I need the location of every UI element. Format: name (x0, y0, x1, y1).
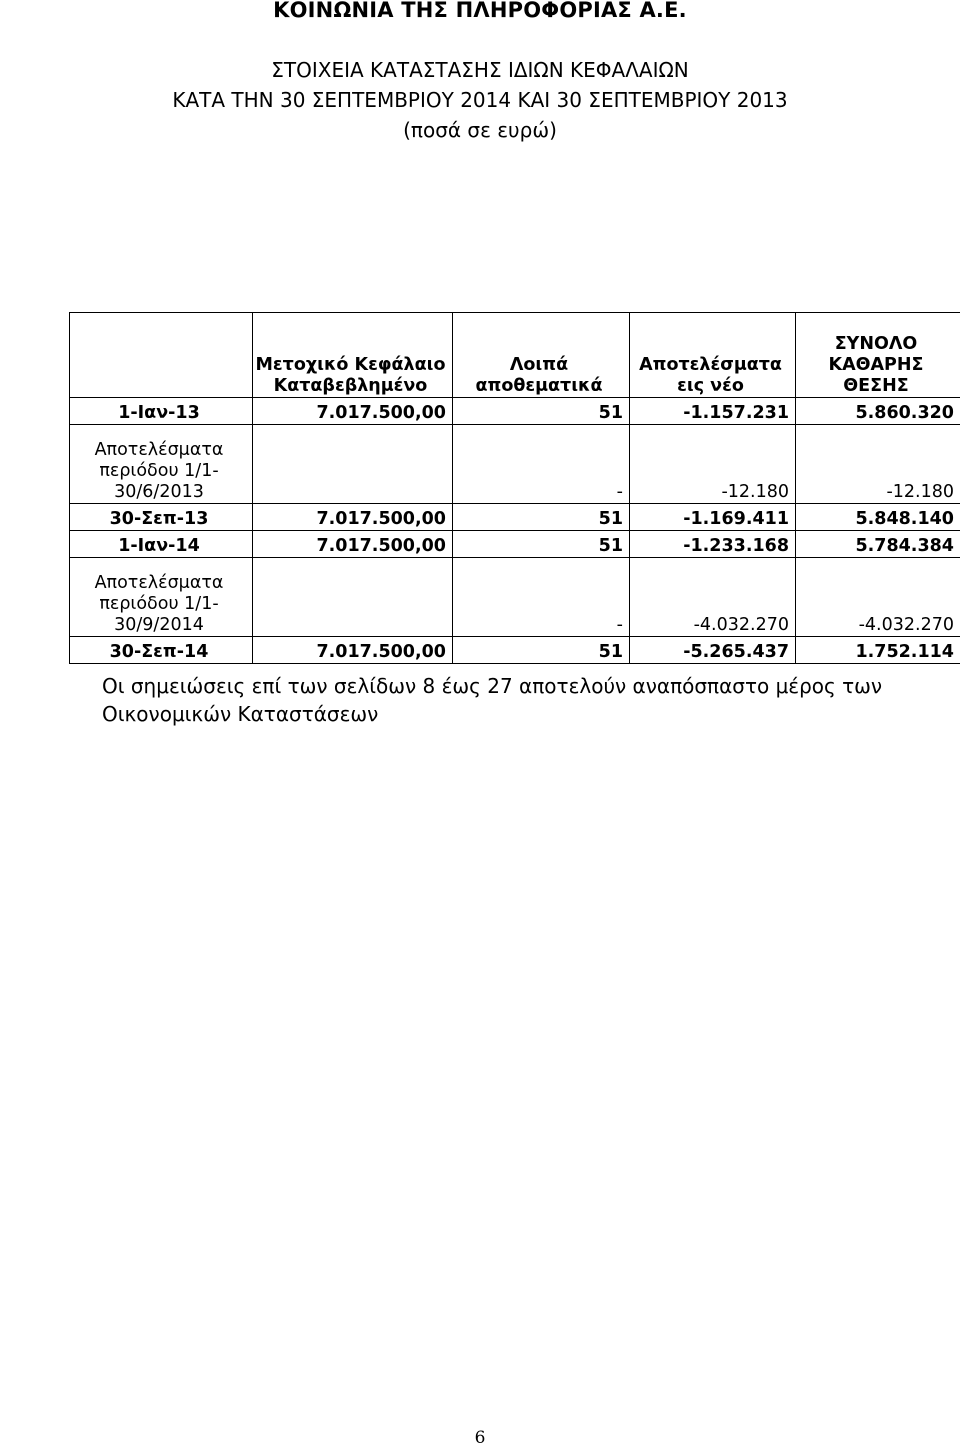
footnote: Οι σημειώσεις επί των σελίδων 8 έως 27 αποτελούν αναπόσπαστο μέρος των Οικονομικών Καταστάσεων (102, 674, 883, 726)
cell-total-equity: 5.860.320 (796, 398, 960, 425)
statement-title: ΣΤΟΙΧΕΙΑ ΚΑΤΑΣΤΑΣΗΣ ΙΔΙΩΝ ΚΕΦΑΛΑΙΩΝ (271, 58, 689, 82)
currency-note: (ποσά σε ευρώ) (403, 118, 557, 142)
cell-retained-earnings: -1.157.231 (630, 398, 796, 425)
cell-share-capital (253, 425, 453, 504)
cell-retained-earnings: -1.233.168 (630, 531, 796, 558)
table-row (70, 425, 960, 504)
cell-share-capital: 7.017.500,00 (253, 504, 453, 531)
cell-other-reserves: 51 (453, 531, 630, 558)
cell-retained-earnings: -12.180 (630, 425, 796, 504)
row-label: 30-Σεπ-14 (70, 637, 253, 664)
cell-total-equity: -4.032.270 (796, 558, 960, 637)
row-label: 1-Ιαν-14 (70, 531, 253, 558)
header-label-col (70, 313, 253, 398)
cell-other-reserves: - (453, 558, 630, 637)
cell-share-capital: 7.017.500,00 (253, 398, 453, 425)
statement-period: ΚΑΤΑ ΤΗΝ 30 ΣΕΠΤΕΜΒΡΙΟΥ 2014 ΚΑΙ 30 ΣΕΠΤΕΜΒΡΙΟΥ 2013 (172, 88, 788, 112)
cell-retained-earnings: -5.265.437 (630, 637, 796, 664)
table-row (70, 558, 960, 637)
table-row (70, 637, 960, 664)
table-row (70, 398, 960, 425)
cell-retained-earnings: -4.032.270 (630, 558, 796, 637)
cell-share-capital: 7.017.500,00 (253, 637, 453, 664)
cell-total-equity: 1.752.114 (796, 637, 960, 664)
cell-total-equity: 5.784.384 (796, 531, 960, 558)
company-title: ΚΟΙΝΩΝΙΑ ΤΗΣ ΠΛΗΡΟΦΟΡΙΑΣ Α.Ε. (273, 0, 687, 22)
table-row (70, 531, 960, 558)
cell-share-capital (253, 558, 453, 637)
cell-other-reserves: 51 (453, 637, 630, 664)
row-label: 1-Ιαν-13 (70, 398, 253, 425)
header-other-reserves: Λοιπά αποθεματικά (453, 313, 630, 398)
cell-share-capital: 7.017.500,00 (253, 531, 453, 558)
cell-other-reserves: 51 (453, 504, 630, 531)
page-number: 6 (474, 1428, 486, 1448)
header-total-equity: ΣΥΝΟΛΟ ΚΑΘΑΡΗΣ ΘΕΣΗΣ (796, 313, 960, 398)
cell-retained-earnings: -1.169.411 (630, 504, 796, 531)
header-share-capital: Μετοχικό Κεφάλαιο Καταβεβλημένο (253, 313, 453, 398)
row-label: 30-Σεπ-13 (70, 504, 253, 531)
row-label: Αποτελέσματα περιόδου 1/1-30/9/2014 (70, 558, 253, 637)
equity-changes-table (69, 312, 960, 664)
header-retained-earnings: Αποτελέσματα εις νέο (630, 313, 796, 398)
cell-other-reserves: 51 (453, 398, 630, 425)
cell-other-reserves: - (453, 425, 630, 504)
table-header-row (70, 313, 960, 398)
cell-total-equity: -12.180 (796, 425, 960, 504)
cell-total-equity: 5.848.140 (796, 504, 960, 531)
table-row (70, 504, 960, 531)
row-label: Αποτελέσματα περιόδου 1/1-30/6/2013 (70, 425, 253, 504)
